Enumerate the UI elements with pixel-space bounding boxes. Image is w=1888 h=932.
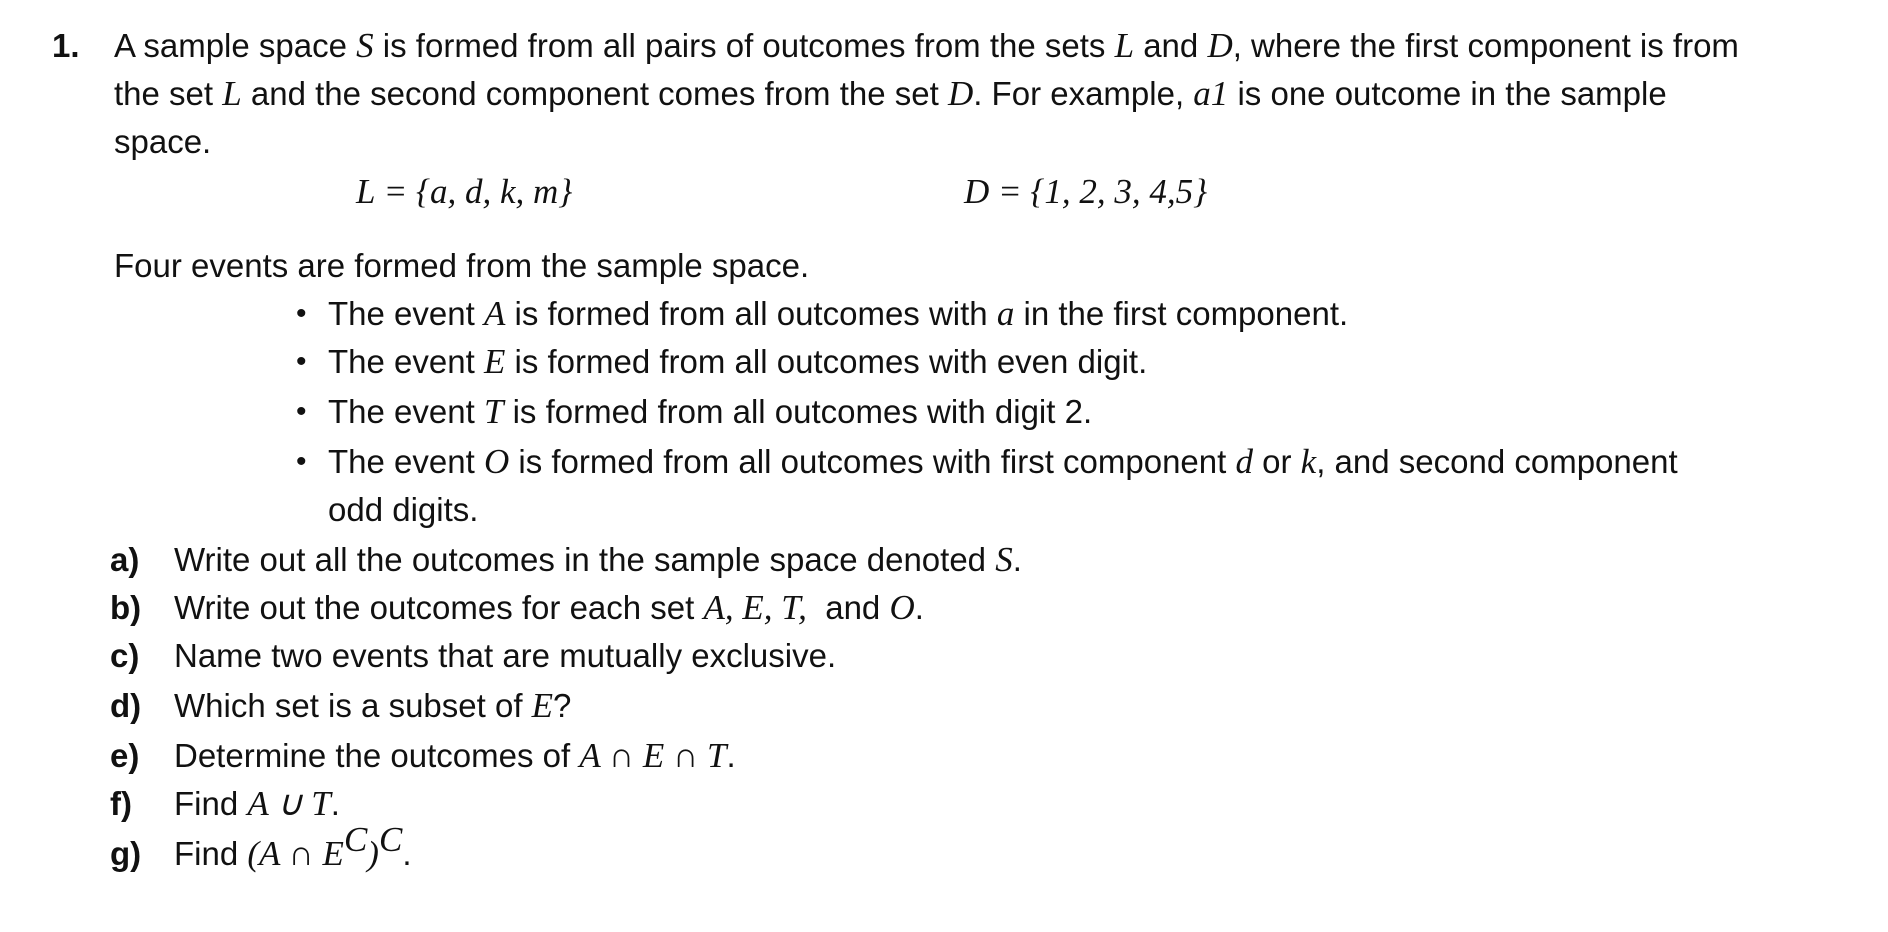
event-text: is formed from all outcomes with even digit.: [505, 343, 1148, 380]
math-d: d: [1235, 442, 1253, 481]
event-O: [328, 442, 1678, 482]
intro-text: and: [1134, 27, 1208, 64]
math-complement: C: [378, 820, 403, 859]
part-text: Write out the outcomes for each set: [174, 589, 704, 626]
part-c-text: Name two events that are mutually exclusive.: [174, 637, 837, 674]
bullet-icon: •: [296, 445, 307, 478]
event-text: in the first component.: [1014, 295, 1349, 332]
math-L: L: [1114, 26, 1135, 65]
part-text: .: [726, 737, 736, 774]
event-text: The event: [328, 393, 484, 430]
intro-text: . For example,: [973, 75, 1194, 112]
event-text: is formed from all outcomes with: [505, 295, 997, 332]
math-E: E: [483, 342, 506, 381]
bullet-icon: •: [296, 297, 307, 330]
events-intro: Four events are formed from the sample space.: [114, 247, 810, 284]
math-O: O: [889, 588, 915, 627]
set-L-definition: L = {a, d, k, m}: [356, 172, 573, 211]
intro-text: , where the first component is from: [1232, 27, 1739, 64]
part-f-text: [174, 784, 340, 824]
part-label-e: e): [110, 737, 140, 774]
math-example: a1: [1193, 74, 1229, 113]
event-text: is formed from all outcomes with first component: [509, 443, 1236, 480]
intro-text: A sample space: [114, 27, 357, 64]
event-text: is formed from all outcomes with digit 2.: [503, 393, 1093, 430]
set-D-definition: D = {1, 2, 3, 4,5}: [964, 172, 1208, 211]
math-expression: (A ∩ E: [247, 834, 344, 873]
event-T: [328, 392, 1092, 432]
event-E: [328, 342, 1147, 382]
math-S: S: [995, 540, 1013, 579]
math-D: D: [947, 74, 974, 113]
part-text: Write out all the outcomes in the sample space denoted: [174, 541, 996, 578]
intro-text: and the second component comes from the set: [241, 75, 948, 112]
event-text: The event: [328, 343, 484, 380]
part-label-d: d): [110, 687, 142, 724]
intro-text: the set: [114, 75, 223, 112]
part-label-b: b): [110, 589, 142, 626]
part-d-text: [174, 686, 571, 726]
event-text: , and second component: [1316, 443, 1678, 480]
part-text: Find: [174, 785, 248, 822]
intro-line-3: space.: [114, 123, 212, 160]
math-S: S: [356, 26, 374, 65]
math-L: L: [222, 74, 242, 113]
intro-line-2: [114, 74, 1667, 114]
math-T: T: [483, 392, 504, 431]
part-e-text: [174, 736, 736, 776]
math-E: E: [531, 686, 554, 725]
math-expression: ): [367, 834, 379, 873]
part-label-g: g): [110, 835, 142, 872]
question-number: 1.: [52, 27, 80, 64]
bullet-icon: •: [296, 345, 307, 378]
math-k: k: [1300, 442, 1317, 481]
bullet-icon: •: [296, 395, 307, 428]
part-text: .: [1012, 541, 1022, 578]
math-D: D: [1207, 26, 1233, 65]
math-A: A: [483, 294, 506, 333]
event-A: [328, 294, 1348, 334]
intro-text: is one outcome in the sample: [1228, 75, 1667, 112]
math-a: a: [996, 294, 1015, 333]
math-sets: A, E, T,: [703, 588, 807, 627]
event-text: The event: [328, 295, 484, 332]
part-b-text: [174, 588, 924, 628]
part-label-f: f): [110, 785, 132, 822]
part-text: .: [402, 835, 412, 872]
part-g-text: [174, 820, 412, 874]
part-text: Find: [174, 835, 248, 872]
part-text: Which set is a subset of: [174, 687, 532, 724]
math-complement: C: [343, 820, 368, 859]
part-text: ?: [553, 687, 572, 724]
math-O: O: [483, 442, 510, 481]
intro-line-1: [114, 26, 1739, 66]
math-union: A ∪ T: [247, 784, 331, 823]
part-text: .: [914, 589, 924, 626]
event-text: or: [1252, 443, 1301, 480]
part-a-text: [174, 540, 1022, 580]
part-text: and: [806, 589, 890, 626]
part-text: Determine the outcomes of: [174, 737, 580, 774]
part-text: .: [330, 785, 340, 822]
math-intersection: A ∩ E ∩ T: [579, 736, 727, 775]
part-label-c: c): [110, 637, 140, 674]
event-O-continuation: odd digits.: [328, 491, 479, 528]
event-text: The event: [328, 443, 484, 480]
intro-text: is formed from all pairs of outcomes from the sets: [373, 27, 1115, 64]
part-label-a: a): [110, 541, 140, 578]
